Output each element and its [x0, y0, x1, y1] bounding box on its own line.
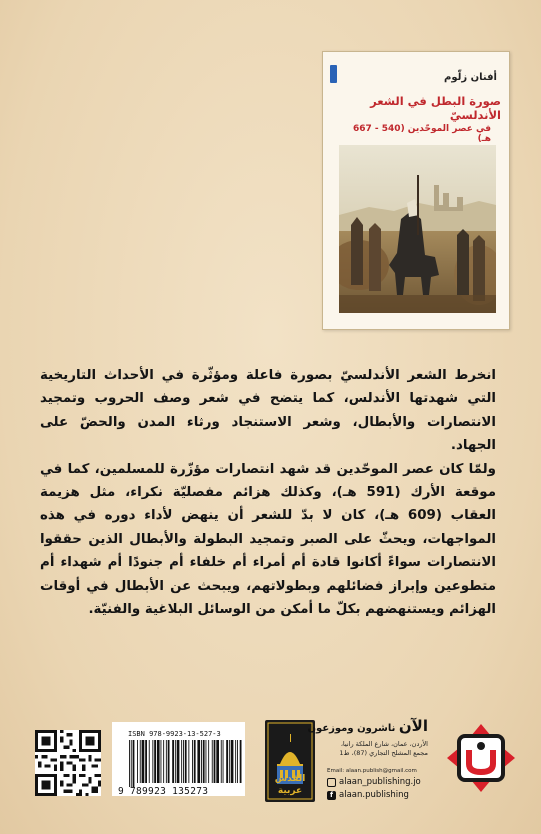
barcode-bar: [226, 740, 228, 783]
cover-painting: [339, 145, 496, 313]
barcode-bar: [229, 740, 230, 783]
facebook-icon: f: [327, 791, 336, 800]
barcode-bar: [208, 740, 209, 783]
barcode-bar: [168, 740, 170, 783]
instagram-handle: alaan_publishing.jo: [339, 777, 421, 787]
quds-logo-text: [265, 773, 315, 797]
barcode-bar: [192, 740, 193, 783]
barcode-bar: [175, 740, 176, 783]
publisher-email[interactable]: Email: alaan.publish@gmail.com: [327, 768, 417, 774]
barcode-bar: [177, 740, 180, 783]
barcode-bar: [197, 740, 200, 783]
barcode-bar: [152, 740, 153, 783]
barcode-bar: [166, 740, 167, 783]
barcode-number: 789923 135273: [130, 786, 209, 797]
barcode-bar: [201, 740, 202, 783]
barcode-bar: [131, 740, 132, 787]
quds-line-2: عربية: [277, 786, 303, 796]
facebook-link[interactable]: [327, 790, 437, 800]
qr-code[interactable]: [35, 730, 101, 796]
painting-illustration: [339, 145, 496, 313]
barcode-bar: [181, 740, 182, 783]
barcode-bar: [142, 740, 145, 783]
instagram-link[interactable]: [327, 777, 437, 787]
barcode-bar: [231, 740, 234, 783]
barcode-bar: [188, 740, 189, 783]
barcode-bar: [129, 740, 130, 787]
barcode-bar: [161, 740, 162, 783]
instagram-icon: [327, 778, 336, 787]
thumbnail-title: صورة البطل في الشعر الأندلسيّ: [370, 94, 501, 122]
barcode-bar: [137, 740, 138, 783]
alaan-publisher-logo: [445, 722, 517, 794]
facebook-handle: alaan.publishing: [339, 790, 409, 800]
barcode-bar: [240, 740, 242, 783]
barcode-bar: [237, 740, 238, 783]
blurb-paragraph-2: ولمّا كان عصر الموحّدين قد شهد انتصارات مؤزّرة للمسلمين، كما في موقعة الأرك (591 هـ)، وكذلك هزائم مفصليّة نكراء، مثل هزيمة العقاب (609 هـ)، كان لا بدّ للشعر أن ينهض لأداء دوره في هذه المواجهات، ويحثّ على الصبر وتمجيد البطولة والأبطال الذين حققوا الانتصارات سواءً أكانوا قادة أم أمراء أم خلفاء أم جنودًا أم شهداء أم متطوعين وإبراز فضائلهم وبطولاتهم، ويبحث عن الأبطال في أوقات الهزائم ويستنهضهم بكلّ ما أمكن من الوسائل البلاغية والفنيّة.: [40, 461, 496, 618]
thumbnail-author: أفنان زلّوم: [444, 72, 497, 83]
address-line-2: مجمع المشلح التجاري (87)، ط1: [339, 749, 428, 757]
barcode-bar: [157, 740, 160, 783]
publisher-name: [307, 717, 428, 735]
barcode-bar: [214, 740, 216, 783]
publisher-mark-icon: [330, 65, 337, 83]
barcode-bar: [221, 740, 222, 783]
barcode-bar: [223, 740, 224, 783]
barcode-bar: [133, 740, 135, 787]
barcode-bar: [185, 740, 187, 783]
publisher-name-main: الآن: [398, 717, 428, 735]
back-cover-blurb: [40, 364, 496, 621]
isbn-label: ISBN 978-9923-13-527-3: [128, 730, 221, 738]
quds-line-1: القدس: [274, 774, 306, 784]
barcode-bar: [203, 740, 205, 783]
barcode-bar: [149, 740, 150, 783]
thumbnail-subtitle: في عصر الموحّدين (540 - 667 هـ): [352, 124, 491, 144]
barcode-bar: [145, 740, 147, 783]
barcode: [128, 740, 243, 787]
barcode-bar: [163, 740, 164, 783]
barcode-digits: [118, 786, 244, 797]
barcode-bar: [183, 740, 184, 783]
barcode-first-digit: 9: [118, 786, 125, 797]
barcode-bar: [216, 740, 219, 783]
barcode-bar: [212, 740, 213, 783]
barcode-bar: [194, 740, 196, 783]
publisher-address: [327, 740, 428, 758]
barcode-bar: [172, 740, 174, 783]
barcode-bar: [140, 740, 141, 783]
blurb-paragraph-1: انخرط الشعر الأندلسيّ بصورة فاعلة ومؤثّرة في الأحداث التاريخية التي شهدتها الأندلس، كما يتضح في شعر وصف الحروب وتمجيد الانتصارات والأبطال، وشعر الاستنجاد ورثاء المدن والحضّ على الجهاد.: [40, 368, 496, 454]
address-line-1: الأردن، عمان، شارع الملكة رانيا،: [340, 740, 428, 748]
barcode-bar: [235, 740, 236, 783]
barcode-bar: [206, 740, 207, 783]
publisher-name-rest: ناشرون وموزعون: [307, 723, 399, 734]
barcode-bar: [154, 740, 156, 783]
